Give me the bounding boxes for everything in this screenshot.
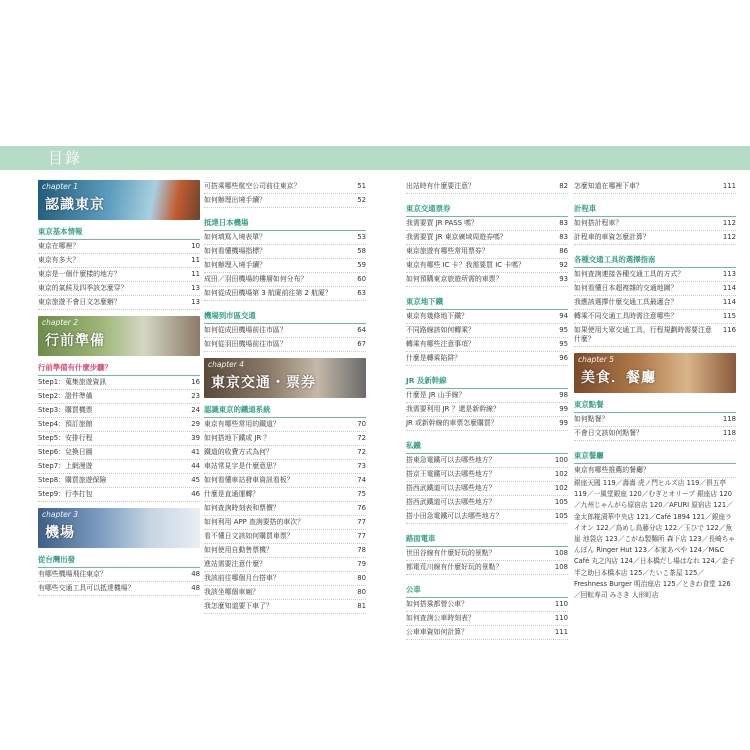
toc-entry-title: 出站時有什麼要注意？ [406, 182, 475, 190]
toc-entry-page: 110 [554, 600, 568, 608]
toc-entry-title: Step3：購買機票 [38, 406, 93, 414]
toc-entry[interactable] [406, 217, 568, 231]
toc-entry-title: 成田／羽田機場的樓層如何分布？ [204, 275, 308, 283]
toc-entry-page: 13 [191, 284, 200, 292]
toc-entry[interactable] [406, 273, 568, 287]
toc-entry[interactable] [574, 231, 736, 245]
toc-entry[interactable] [204, 418, 366, 432]
toc-entry[interactable] [204, 180, 366, 194]
toc-entry-page: 67 [357, 340, 366, 348]
toc-list [406, 389, 568, 431]
toc-entry-page: 80 [357, 588, 366, 596]
section-heading: 公車 [406, 585, 421, 594]
toc-entry[interactable] [406, 454, 568, 468]
toc-entry[interactable] [406, 352, 568, 366]
chapter-label: chapter 1 [42, 182, 79, 191]
toc-entry-title: 東京在哪裡？ [38, 242, 80, 250]
toc-entry-page: 16 [191, 378, 200, 386]
toc-entry[interactable] [38, 282, 200, 296]
toc-entry-title: 如何點餐？ [574, 415, 609, 423]
toc-entry[interactable] [406, 231, 568, 245]
toc-entry[interactable] [406, 598, 568, 612]
section-heading: 路面電車 [406, 534, 436, 543]
toc-entry[interactable] [406, 417, 568, 431]
toc-entry-title: 我該坐哪個車廂？ [204, 588, 260, 596]
toc-entry-title: 東京旅遊不會日文怎麼辦？ [38, 298, 121, 306]
toc-entry-page: 58 [357, 247, 366, 255]
toc-entry-page: 93 [559, 275, 568, 283]
toc-entry-title: 東京的氣候及四季該怎麼穿？ [38, 284, 128, 292]
toc-entry-title: 搭小田急電鐵可以去哪些地方？ [406, 512, 503, 520]
toc-entry-title: 轉乘不同交通工具時需注意哪些？ [574, 312, 678, 320]
toc-entry-page: 110 [554, 614, 568, 622]
toc-entry[interactable] [406, 338, 568, 352]
toc-entry-title: 什麼是直通運轉？ [204, 490, 260, 498]
toc-entry[interactable] [38, 474, 200, 488]
toc-entry-title: 如何從成田機場前往市區？ [204, 326, 287, 334]
toc-entry-title: 都電荒川線有什麼好玩的景點？ [406, 563, 503, 571]
toc-entry-page: 115 [722, 312, 736, 320]
toc-list [574, 464, 736, 478]
toc-entry[interactable] [38, 268, 200, 282]
toc-entry-page: 83 [559, 233, 568, 241]
toc-entry-page: 44 [191, 462, 200, 470]
toc-entry[interactable] [574, 324, 736, 347]
toc-entry-page: 48 [191, 584, 200, 592]
toc-entry[interactable] [406, 510, 568, 524]
toc-entry-title: 東京旅遊有哪些常用票券？ [406, 247, 489, 255]
toc-entry[interactable] [574, 310, 736, 324]
section-heading: 東京基本情報 [38, 227, 83, 236]
toc-entry[interactable] [38, 376, 200, 390]
toc-entry[interactable] [574, 268, 736, 282]
toc-entry[interactable] [406, 612, 568, 626]
toc-entry-page: 95 [559, 340, 568, 348]
toc-list [406, 217, 568, 287]
toc-entry[interactable] [406, 468, 568, 482]
chapter-3-banner[interactable] [38, 508, 200, 548]
toc-entry-title: 計程車的車資怎麼計算？ [574, 233, 650, 241]
toc-entry-page: 99 [559, 419, 568, 427]
toc-entry[interactable] [204, 231, 366, 245]
section-heading: 抵達日本機場 [204, 218, 249, 227]
toc-entry-title: 如何辦理入境手續？ [204, 261, 267, 269]
toc-list [574, 268, 736, 347]
toc-entry-page: 118 [722, 429, 736, 437]
toc-entry-title: 不同路線該如何轉乘？ [406, 326, 475, 334]
toc-entry-page: 96 [559, 354, 568, 362]
toc-entry-page: 118 [722, 415, 736, 423]
toc-entry[interactable] [406, 245, 568, 259]
toc-entry-page: 29 [191, 420, 200, 428]
toc-entry-title: 看不懂日文該如何購買車票？ [204, 532, 294, 540]
toc-entry[interactable] [38, 460, 200, 474]
toc-entry-page: 53 [357, 233, 366, 241]
toc-entry[interactable] [204, 586, 366, 600]
toc-list [204, 180, 366, 208]
toc-entry-title: Step8：購買旅遊保險 [38, 476, 107, 484]
toc-column-1 [38, 180, 200, 596]
toc-entry-page: 45 [191, 476, 200, 484]
section-heading: 東京地下鐵 [406, 297, 443, 306]
page-title: 目錄 [48, 149, 83, 167]
toc-entry-page: 39 [191, 434, 200, 442]
toc-entry-page: 99 [559, 405, 568, 413]
toc-entry-title: Step5：安排行程 [38, 434, 93, 442]
toc-entry[interactable] [38, 432, 200, 446]
toc-column-3 [406, 180, 568, 640]
toc-entry[interactable] [204, 324, 366, 338]
toc-entry-page: 111 [722, 182, 736, 190]
toc-entry-page: 64 [357, 326, 366, 334]
section-heading: 東京餐廳 [574, 451, 604, 460]
toc-entry-title: 東京是一個什麼樣的地方？ [38, 270, 121, 278]
toc-entry-page: 75 [357, 490, 366, 498]
toc-entry-title: 搭東急電鐵可以去哪些地方？ [406, 456, 496, 464]
toc-entry-page: 86 [559, 247, 568, 255]
toc-entry-title: 如果使用大眾交通工具，行程規劃時需要注意什麼？ [574, 326, 712, 343]
section-heading: 行前準備有什麼步驟？ [38, 363, 112, 372]
toc-entry-page: 74 [357, 476, 366, 484]
toc-entry-page: 100 [554, 456, 568, 464]
toc-entry-title: Step7：上網漫遊 [38, 462, 93, 470]
toc-entry[interactable] [574, 217, 736, 231]
toc-entry[interactable] [204, 245, 366, 259]
toc-entry-page: 23 [191, 392, 200, 400]
toc-entry[interactable] [406, 259, 568, 273]
toc-entry-page: 116 [722, 326, 736, 334]
toc-entry[interactable] [406, 482, 568, 496]
toc-entry-title: 什麼是 JR 山手線？ [406, 391, 466, 399]
toc-entry-page: 60 [357, 275, 366, 283]
toc-entry-page: 46 [191, 490, 200, 498]
chapter-4-banner[interactable] [204, 358, 366, 398]
toc-entry-title: 如何填寫入境表單？ [204, 233, 267, 241]
toc-list [406, 180, 568, 194]
toc-entry-page: 48 [191, 570, 200, 578]
toc-entry-title: 東京有多大？ [38, 256, 80, 264]
toc-entry[interactable] [38, 446, 200, 460]
toc-entry-title: 如何從成田機場第 3 航廈前往第 2 航廈？ [204, 289, 332, 297]
toc-entry-title: 什麼是轉乘陷阱？ [406, 354, 462, 362]
section-heading: 私鐵 [406, 441, 421, 450]
toc-entry-title: 如何辦理出境手續？ [204, 196, 267, 204]
toc-entry[interactable] [204, 338, 366, 352]
toc-entry-page: 92 [559, 261, 568, 269]
toc-entry-title: 如何搭計程車？ [574, 219, 623, 227]
toc-entry[interactable] [204, 460, 366, 474]
toc-entry-page: 52 [357, 196, 366, 204]
toc-entry-page: 77 [357, 518, 366, 526]
toc-entry-title: 東京有哪些推薦的餐廳？ [574, 466, 650, 474]
toc-entry-title: 公車車資如何計算？ [406, 628, 469, 636]
toc-entry-page: 114 [722, 298, 736, 306]
toc-entry[interactable] [574, 413, 736, 427]
toc-entry-page: 105 [554, 498, 568, 506]
chapter-title: 美食．餐廳 [581, 370, 656, 386]
toc-entry[interactable] [204, 530, 366, 544]
toc-entry-page: 11 [191, 270, 200, 278]
section-heading: 從台灣出發 [38, 555, 75, 564]
toc-list [406, 598, 568, 640]
toc-entry-title: 如何看懂日本超複雜的交通地圖？ [574, 284, 678, 292]
toc-entry-page: 63 [357, 289, 366, 297]
toc-entry[interactable] [406, 389, 568, 403]
toc-entry[interactable] [38, 254, 200, 268]
toc-list [204, 324, 366, 352]
toc-entry-page: 112 [722, 219, 736, 227]
toc-entry[interactable] [38, 488, 200, 502]
chapter-title: 認識東京 [45, 197, 105, 213]
toc-entry-title: 東京有哪些常用的鐵道？ [204, 420, 280, 428]
toc-entry[interactable] [204, 558, 366, 572]
toc-list [574, 413, 736, 441]
toc-entry[interactable] [204, 544, 366, 558]
toc-entry-page: 114 [722, 284, 736, 292]
toc-entry[interactable] [38, 404, 200, 418]
toc-entry-title: 如何查詢公車時刻表？ [406, 614, 475, 622]
section-heading: 各種交通工具的選擇指南 [574, 255, 656, 264]
toc-entry[interactable] [204, 502, 366, 516]
toc-entry[interactable] [406, 496, 568, 510]
toc-entry-page: 76 [357, 504, 366, 512]
toc-entry-page: 105 [554, 512, 568, 520]
toc-entry-page: 70 [357, 420, 366, 428]
chapter-title: 東京交通・票券 [211, 375, 316, 391]
toc-entry-title: Step2：證件準備 [38, 392, 93, 400]
toc-entry[interactable] [204, 572, 366, 586]
toc-column-4 [574, 180, 736, 601]
toc-entry-page: 72 [357, 448, 366, 456]
toc-entry-title: 如何預購東京旅遊所需的車票？ [406, 275, 503, 283]
toc-entry-title: 如何搭地下鐵或 JR ？ [204, 434, 271, 442]
toc-list [406, 547, 568, 575]
toc-list [38, 376, 200, 502]
toc-entry-title: 如何查詢連接各種交通工具的方式？ [574, 270, 685, 278]
toc-entry-page: 41 [191, 448, 200, 456]
section-heading: 認識東京的鐵道系統 [204, 405, 271, 414]
toc-entry-page: 24 [191, 406, 200, 414]
toc-entry[interactable] [406, 310, 568, 324]
toc-entry-title: 有哪些交通工具可以抵達機場？ [38, 584, 135, 592]
toc-entry-page: 59 [357, 261, 366, 269]
toc-list [574, 180, 736, 194]
toc-entry[interactable] [574, 296, 736, 310]
toc-entry-page: 112 [722, 233, 736, 241]
toc-entry[interactable] [204, 600, 366, 614]
toc-entry[interactable] [574, 427, 736, 441]
toc-entry[interactable] [406, 180, 568, 194]
toc-entry[interactable] [574, 180, 736, 194]
section-heading: 東京交通票券 [406, 204, 451, 213]
toc-entry-title: 怎麼知道在哪裡下車？ [574, 182, 643, 190]
toc-entry-page: 11 [191, 256, 200, 264]
toc-entry-title: 我需要買 JR 東京廣域周遊券嗎？ [406, 233, 507, 241]
toc-entry[interactable] [204, 474, 366, 488]
toc-entry-title: 東京有哪些 IC 卡？我需要買 IC 卡嗎？ [406, 261, 525, 269]
section-heading: 東京點餐 [574, 400, 604, 409]
toc-entry-page: 102 [554, 484, 568, 492]
toc-entry-page: 80 [357, 574, 366, 582]
toc-entry-title: 鐵道的收費方式為何？ [204, 448, 273, 456]
toc-entry-page: 108 [554, 563, 568, 571]
toc-list [38, 240, 200, 310]
toc-entry[interactable] [406, 561, 568, 575]
toc-entry-title: 我怎麼知道要下車了？ [204, 602, 273, 610]
toc-entry-page: 94 [559, 312, 568, 320]
toc-entry-title: 有哪些機場飛往東京？ [38, 570, 107, 578]
toc-entry-page: 13 [191, 298, 200, 306]
section-heading: 機場到市區交通 [204, 311, 256, 320]
toc-entry-title: Step9：行李打包 [38, 490, 93, 498]
chapter-5-banner[interactable] [574, 353, 736, 393]
toc-entry-page: 98 [559, 391, 568, 399]
toc-entry-title: 如何使用自動售票機？ [204, 546, 273, 554]
toc-list [574, 217, 736, 245]
toc-entry-page: 51 [357, 182, 366, 190]
section-heading: 計程車 [574, 204, 597, 213]
toc-entry-page: 108 [554, 549, 568, 557]
toc-entry-page: 78 [357, 546, 366, 554]
toc-entry[interactable] [406, 403, 568, 417]
toc-list [204, 231, 366, 301]
toc-entry-title: 我該前往哪個月台搭車？ [204, 574, 280, 582]
toc-entry-page: 82 [559, 182, 568, 190]
toc-entry[interactable] [204, 446, 366, 460]
toc-entry-page: 81 [357, 602, 366, 610]
toc-entry-title: 世田谷線有什麼好玩的景點？ [406, 549, 496, 557]
section-heading: JR 及新幹線 [406, 376, 447, 385]
toc-column-2 [204, 180, 366, 614]
toc-entry[interactable] [406, 324, 568, 338]
chapter-1-banner[interactable] [38, 180, 200, 220]
toc-entry[interactable] [204, 287, 366, 301]
chapter-title: 機場 [45, 525, 75, 541]
toc-entry[interactable] [204, 516, 366, 530]
toc-list [406, 454, 568, 524]
toc-entry[interactable] [204, 488, 366, 502]
chapter-2-banner[interactable] [38, 316, 200, 356]
toc-entry[interactable] [204, 432, 366, 446]
toc-entry[interactable] [204, 259, 366, 273]
toc-entry-page: 77 [357, 532, 366, 540]
toc-entry[interactable] [574, 282, 736, 296]
chapter-label: chapter 3 [42, 510, 79, 519]
toc-entry-title: 搭京王電鐵可以去哪些地方？ [406, 470, 496, 478]
toc-entry-page: 95 [559, 326, 568, 334]
toc-entry-title: Step4：預訂旅館 [38, 420, 93, 428]
toc-entry[interactable] [574, 464, 736, 478]
toc-header-band [0, 146, 750, 170]
toc-entry-title: 我應該選擇什麼交通工具最適合？ [574, 298, 678, 306]
toc-entry-title: 如何看懂機場指標？ [204, 247, 267, 255]
toc-entry[interactable] [38, 240, 200, 254]
chapter-title: 行前準備 [45, 333, 105, 349]
toc-entry-title: 可搭乘哪些航空公司前往東京？ [204, 182, 301, 190]
chapter-label: chapter 2 [42, 318, 79, 327]
toc-entry-page: 72 [357, 434, 366, 442]
toc-entry-title: 轉乘有哪些注意事項？ [406, 340, 475, 348]
toc-entry-title: 我需要利用 JR ？還是新幹線？ [406, 405, 500, 413]
toc-entry[interactable] [38, 296, 200, 310]
toc-entry[interactable] [406, 626, 568, 640]
toc-entry-title: 如何從羽田機場前往市區？ [204, 340, 287, 348]
toc-entry-title: 如何查詢時刻表和票價？ [204, 504, 280, 512]
toc-list [204, 418, 366, 614]
restaurant-list: 銀座天國 119／壽壽 虎ノ門ヒルズ店 119／俱五亭 119／一風堂銀座 120／むぎとオリーブ 銀座店 120／九州じゃんがら原宿店 120／AFURI 原宿店 121／金太郎糀漬華中央店 121／Café 1894 121／銀座ライオン 122／鳥めし鳥藤分店 122／玉ひで 122／魚崖 池袋店 123／こがね製麵所 森下店 123／長崎ちゃんぽん Ringer Hut 123／本家あべや 124／M&C Café 丸之內店 124／日本橋だし場はなれ 124／金子半之助日本橋本店 125／たいこ茶屋 125／Freshness Burger 明治座店 125／ときわ食堂 126／回転寿司 みさき 人形町店 [574, 479, 736, 600]
toc-entry-title: Step1：蒐集旅遊資訊 [38, 378, 107, 386]
toc-entry[interactable] [38, 418, 200, 432]
toc-entry[interactable] [38, 582, 200, 596]
toc-entry[interactable] [406, 547, 568, 561]
toc-entry-title: 東京有幾條地下鐵？ [406, 312, 469, 320]
toc-entry[interactable] [38, 568, 200, 582]
chapter-label: chapter 4 [208, 360, 245, 369]
chapter-label: chapter 5 [578, 355, 615, 364]
toc-entry[interactable] [204, 273, 366, 287]
toc-list [406, 310, 568, 366]
toc-entry-title: 搭西武鐵道可以去哪些地方？ [406, 498, 496, 506]
toc-entry-title: 搭西武鐵道可以去哪些地方？ [406, 484, 496, 492]
toc-entry-title: 如何看懂車站發車資訊看板？ [204, 476, 294, 484]
toc-entry-title: 如何利用 APP 查詢要搭的車次？ [204, 518, 305, 526]
toc-entry-page: 73 [357, 462, 366, 470]
toc-list [38, 568, 200, 596]
toc-entry-title: JR 或新幹線的車票怎麼購買？ [406, 419, 498, 427]
toc-entry[interactable] [204, 194, 366, 208]
toc-entry-title: 進站需要注意什麼？ [204, 560, 267, 568]
toc-entry-title: 我需要買 JR PASS 嗎？ [406, 219, 478, 227]
toc-entry-title: 不會日文該如何點餐？ [574, 429, 643, 437]
toc-entry-page: 10 [191, 242, 200, 250]
toc-entry-page: 111 [554, 628, 568, 636]
toc-entry-page: 102 [554, 470, 568, 478]
toc-entry[interactable] [38, 390, 200, 404]
toc-entry-page: 113 [722, 270, 736, 278]
toc-entry-page: 83 [559, 219, 568, 227]
toc-entry-title: 如何搭乘都營公車？ [406, 600, 469, 608]
toc-entry-title: 車站常見字是什麼意思？ [204, 462, 280, 470]
toc-entry-page: 79 [357, 560, 366, 568]
toc-entry-title: Step6：兌換日圓 [38, 448, 93, 456]
